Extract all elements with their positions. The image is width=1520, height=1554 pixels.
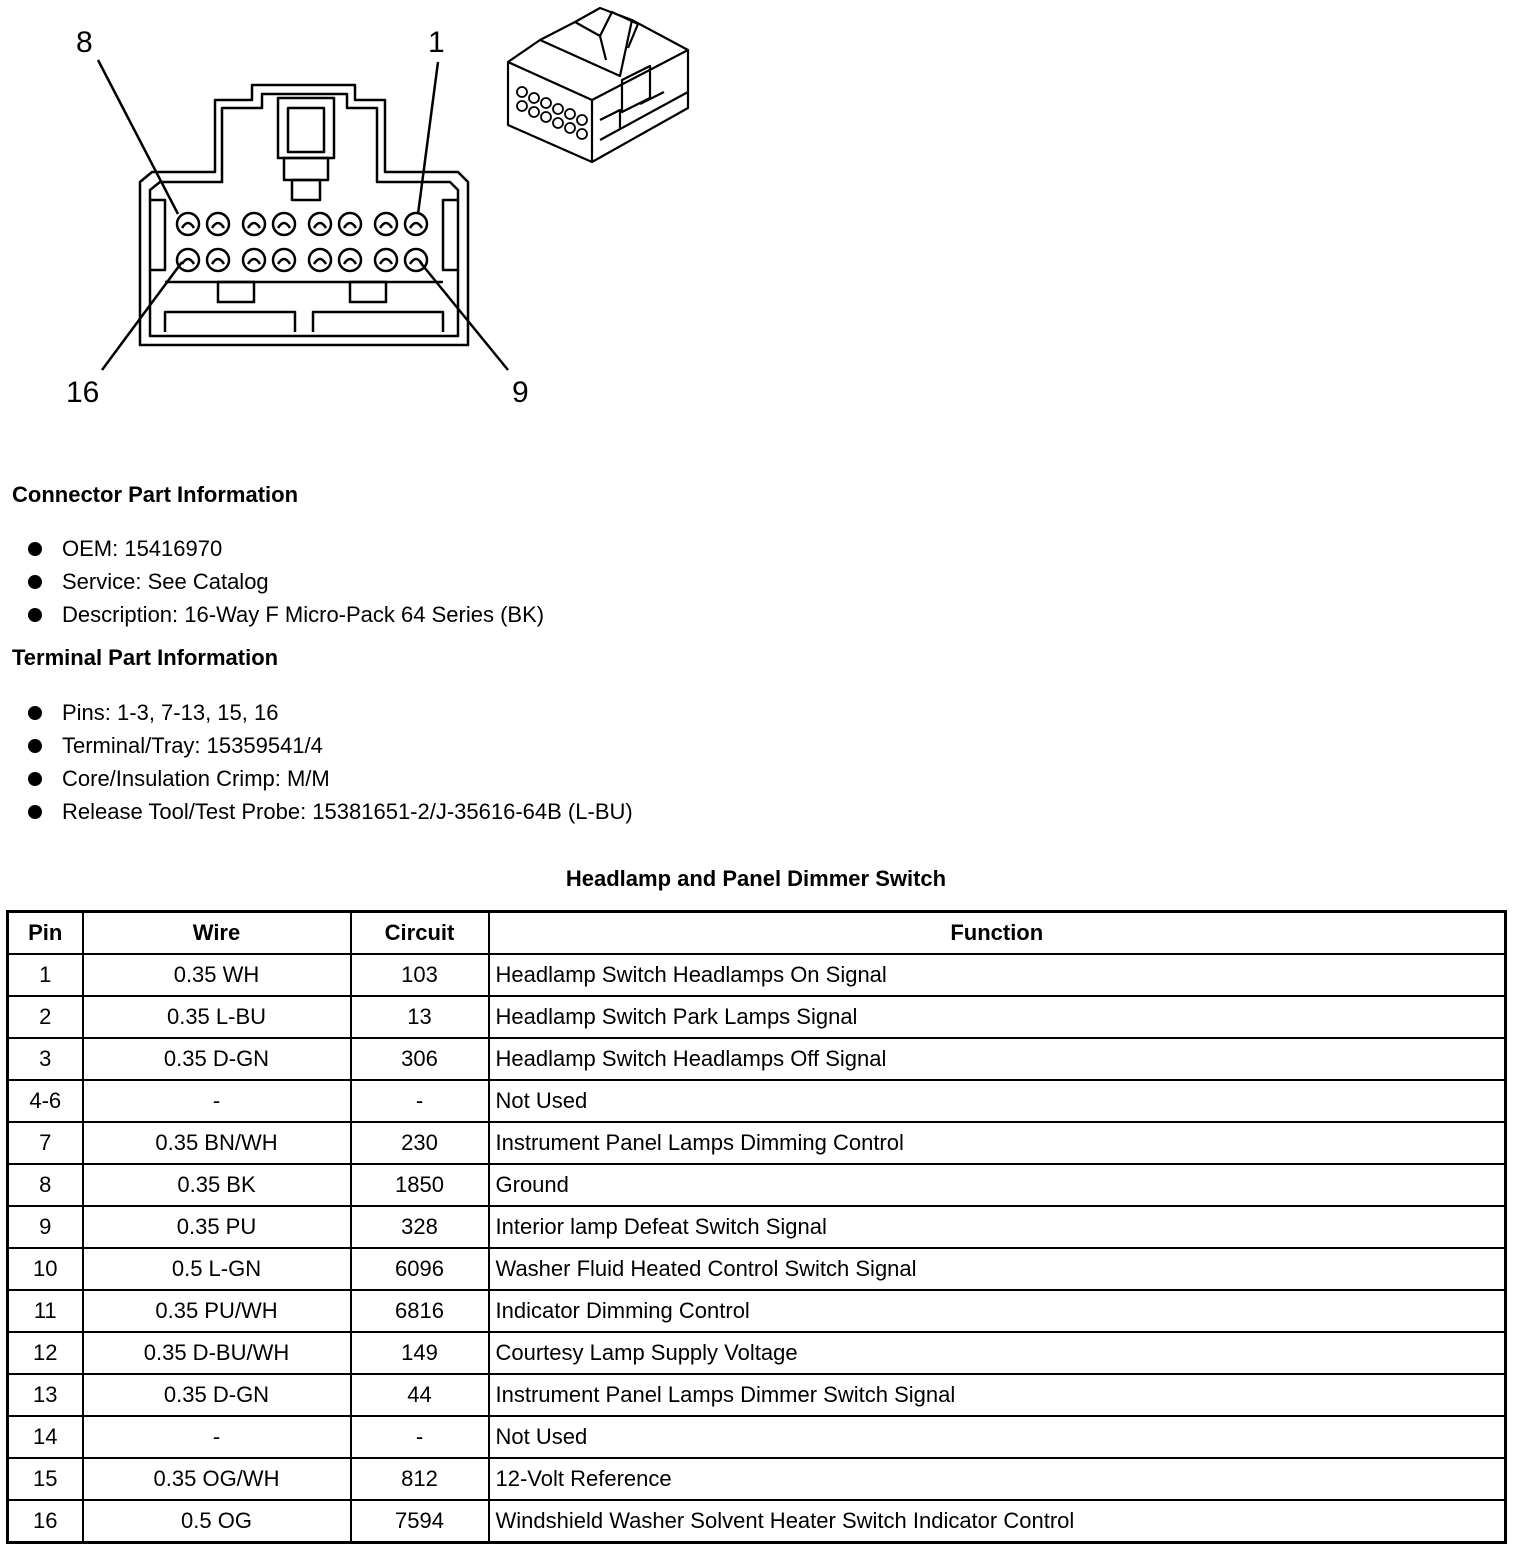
wire-cell: 0.35 OG/WH (83, 1458, 351, 1500)
leader-line-9 (420, 262, 508, 370)
function-cell: Indicator Dimming Control (489, 1290, 1506, 1332)
connector-part-info-list (28, 532, 544, 631)
function-cell: Not Used (489, 1416, 1506, 1458)
table-row (8, 1500, 1506, 1543)
table-row (8, 1206, 1506, 1248)
function-cell: 12-Volt Reference (489, 1458, 1506, 1500)
pin-cavities (177, 213, 427, 271)
circuit-cell: 1850 (351, 1164, 489, 1206)
list-item: Release Tool/Test Probe: 15381651-2/J-35616-64B (L-BU) (28, 795, 633, 828)
table-row (8, 1332, 1506, 1374)
pin-cell: 7 (8, 1122, 83, 1164)
function-cell: Instrument Panel Lamps Dimmer Switch Signal (489, 1374, 1506, 1416)
table-row (8, 1122, 1506, 1164)
pin-cell: 9 (8, 1206, 83, 1248)
wire-cell: 0.35 PU (83, 1206, 351, 1248)
terminal-part-info-list (28, 696, 633, 828)
pin-cell: 4-6 (8, 1080, 83, 1122)
pin-label-16: 16 (66, 376, 100, 409)
pin-cell: 11 (8, 1290, 83, 1332)
function-cell: Courtesy Lamp Supply Voltage (489, 1332, 1506, 1374)
circuit-cell: 6096 (351, 1248, 489, 1290)
list-item: Terminal/Tray: 15359541/4 (28, 729, 633, 762)
wire-cell: 0.5 OG (83, 1500, 351, 1543)
function-cell: Headlamp Switch Headlamps Off Signal (489, 1038, 1506, 1080)
circuit-cell: 149 (351, 1332, 489, 1374)
wire-cell: - (83, 1416, 351, 1458)
wire-cell: 0.35 BN/WH (83, 1122, 351, 1164)
leader-line-16 (102, 262, 182, 370)
circuit-cell: 812 (351, 1458, 489, 1500)
connector-isometric-view (508, 8, 688, 162)
function-cell: Interior lamp Defeat Switch Signal (489, 1206, 1506, 1248)
wire-cell: 0.35 D-GN (83, 1374, 351, 1416)
column-header-function: Function (489, 912, 1506, 955)
pin-cell: 2 (8, 996, 83, 1038)
circuit-cell: - (351, 1416, 489, 1458)
table-row (8, 954, 1506, 996)
leader-line-8 (98, 60, 178, 214)
pin-cell: 10 (8, 1248, 83, 1290)
list-item: Pins: 1-3, 7-13, 15, 16 (28, 696, 633, 729)
table-row (8, 1248, 1506, 1290)
list-item: Description: 16-Way F Micro-Pack 64 Series (BK) (28, 598, 544, 631)
table-row (8, 1290, 1506, 1332)
circuit-cell: 6816 (351, 1290, 489, 1332)
circuit-cell: 328 (351, 1206, 489, 1248)
table-row (8, 1458, 1506, 1500)
list-item: Service: See Catalog (28, 565, 544, 598)
pin-cell: 14 (8, 1416, 83, 1458)
list-item: Core/Insulation Crimp: M/M (28, 762, 633, 795)
circuit-cell: 44 (351, 1374, 489, 1416)
wire-cell: 0.35 PU/WH (83, 1290, 351, 1332)
circuit-cell: 103 (351, 954, 489, 996)
list-item: OEM: 15416970 (28, 532, 544, 565)
function-cell: Instrument Panel Lamps Dimming Control (489, 1122, 1506, 1164)
function-cell: Headlamp Switch Headlamps On Signal (489, 954, 1506, 996)
function-cell: Washer Fluid Heated Control Switch Signal (489, 1248, 1506, 1290)
pin-label-9: 9 (512, 376, 529, 409)
pin-cell: 12 (8, 1332, 83, 1374)
table-row (8, 1374, 1506, 1416)
wire-cell: 0.35 BK (83, 1164, 351, 1206)
wire-cell: 0.5 L-GN (83, 1248, 351, 1290)
connector-diagram (0, 0, 720, 420)
table-row (8, 996, 1506, 1038)
table-title: Headlamp and Panel Dimmer Switch (565, 866, 947, 891)
wire-cell: 0.35 WH (83, 954, 351, 996)
pin-cell: 8 (8, 1164, 83, 1206)
circuit-cell: 7594 (351, 1500, 489, 1543)
pin-cell: 15 (8, 1458, 83, 1500)
pin-cell: 16 (8, 1500, 83, 1543)
pinout-table (6, 910, 1507, 1544)
table-row (8, 1038, 1506, 1080)
table-row (8, 1080, 1506, 1122)
pin-label-1: 1 (428, 26, 445, 59)
function-cell: Headlamp Switch Park Lamps Signal (489, 996, 1506, 1038)
leader-line-1 (418, 62, 438, 214)
pin-cell: 13 (8, 1374, 83, 1416)
column-header-circuit: Circuit (351, 912, 489, 955)
function-cell: Ground (489, 1164, 1506, 1206)
circuit-cell: 230 (351, 1122, 489, 1164)
connector-part-info-heading: Connector Part Information (12, 482, 299, 507)
terminal-part-info-heading: Terminal Part Information (12, 645, 279, 670)
circuit-cell: - (351, 1080, 489, 1122)
pin-cell: 1 (8, 954, 83, 996)
function-cell: Not Used (489, 1080, 1506, 1122)
table-row (8, 1164, 1506, 1206)
wire-cell: 0.35 D-GN (83, 1038, 351, 1080)
table-row (8, 1416, 1506, 1458)
wire-cell: - (83, 1080, 351, 1122)
circuit-cell: 306 (351, 1038, 489, 1080)
wire-cell: 0.35 L-BU (83, 996, 351, 1038)
pin-cell: 3 (8, 1038, 83, 1080)
wire-cell: 0.35 D-BU/WH (83, 1332, 351, 1374)
column-header-wire: Wire (83, 912, 351, 955)
circuit-cell: 13 (351, 996, 489, 1038)
column-header-pin: Pin (8, 912, 83, 955)
pin-label-8: 8 (76, 26, 93, 59)
table-header-row (8, 912, 1506, 955)
function-cell: Windshield Washer Solvent Heater Switch Indicator Control (489, 1500, 1506, 1543)
